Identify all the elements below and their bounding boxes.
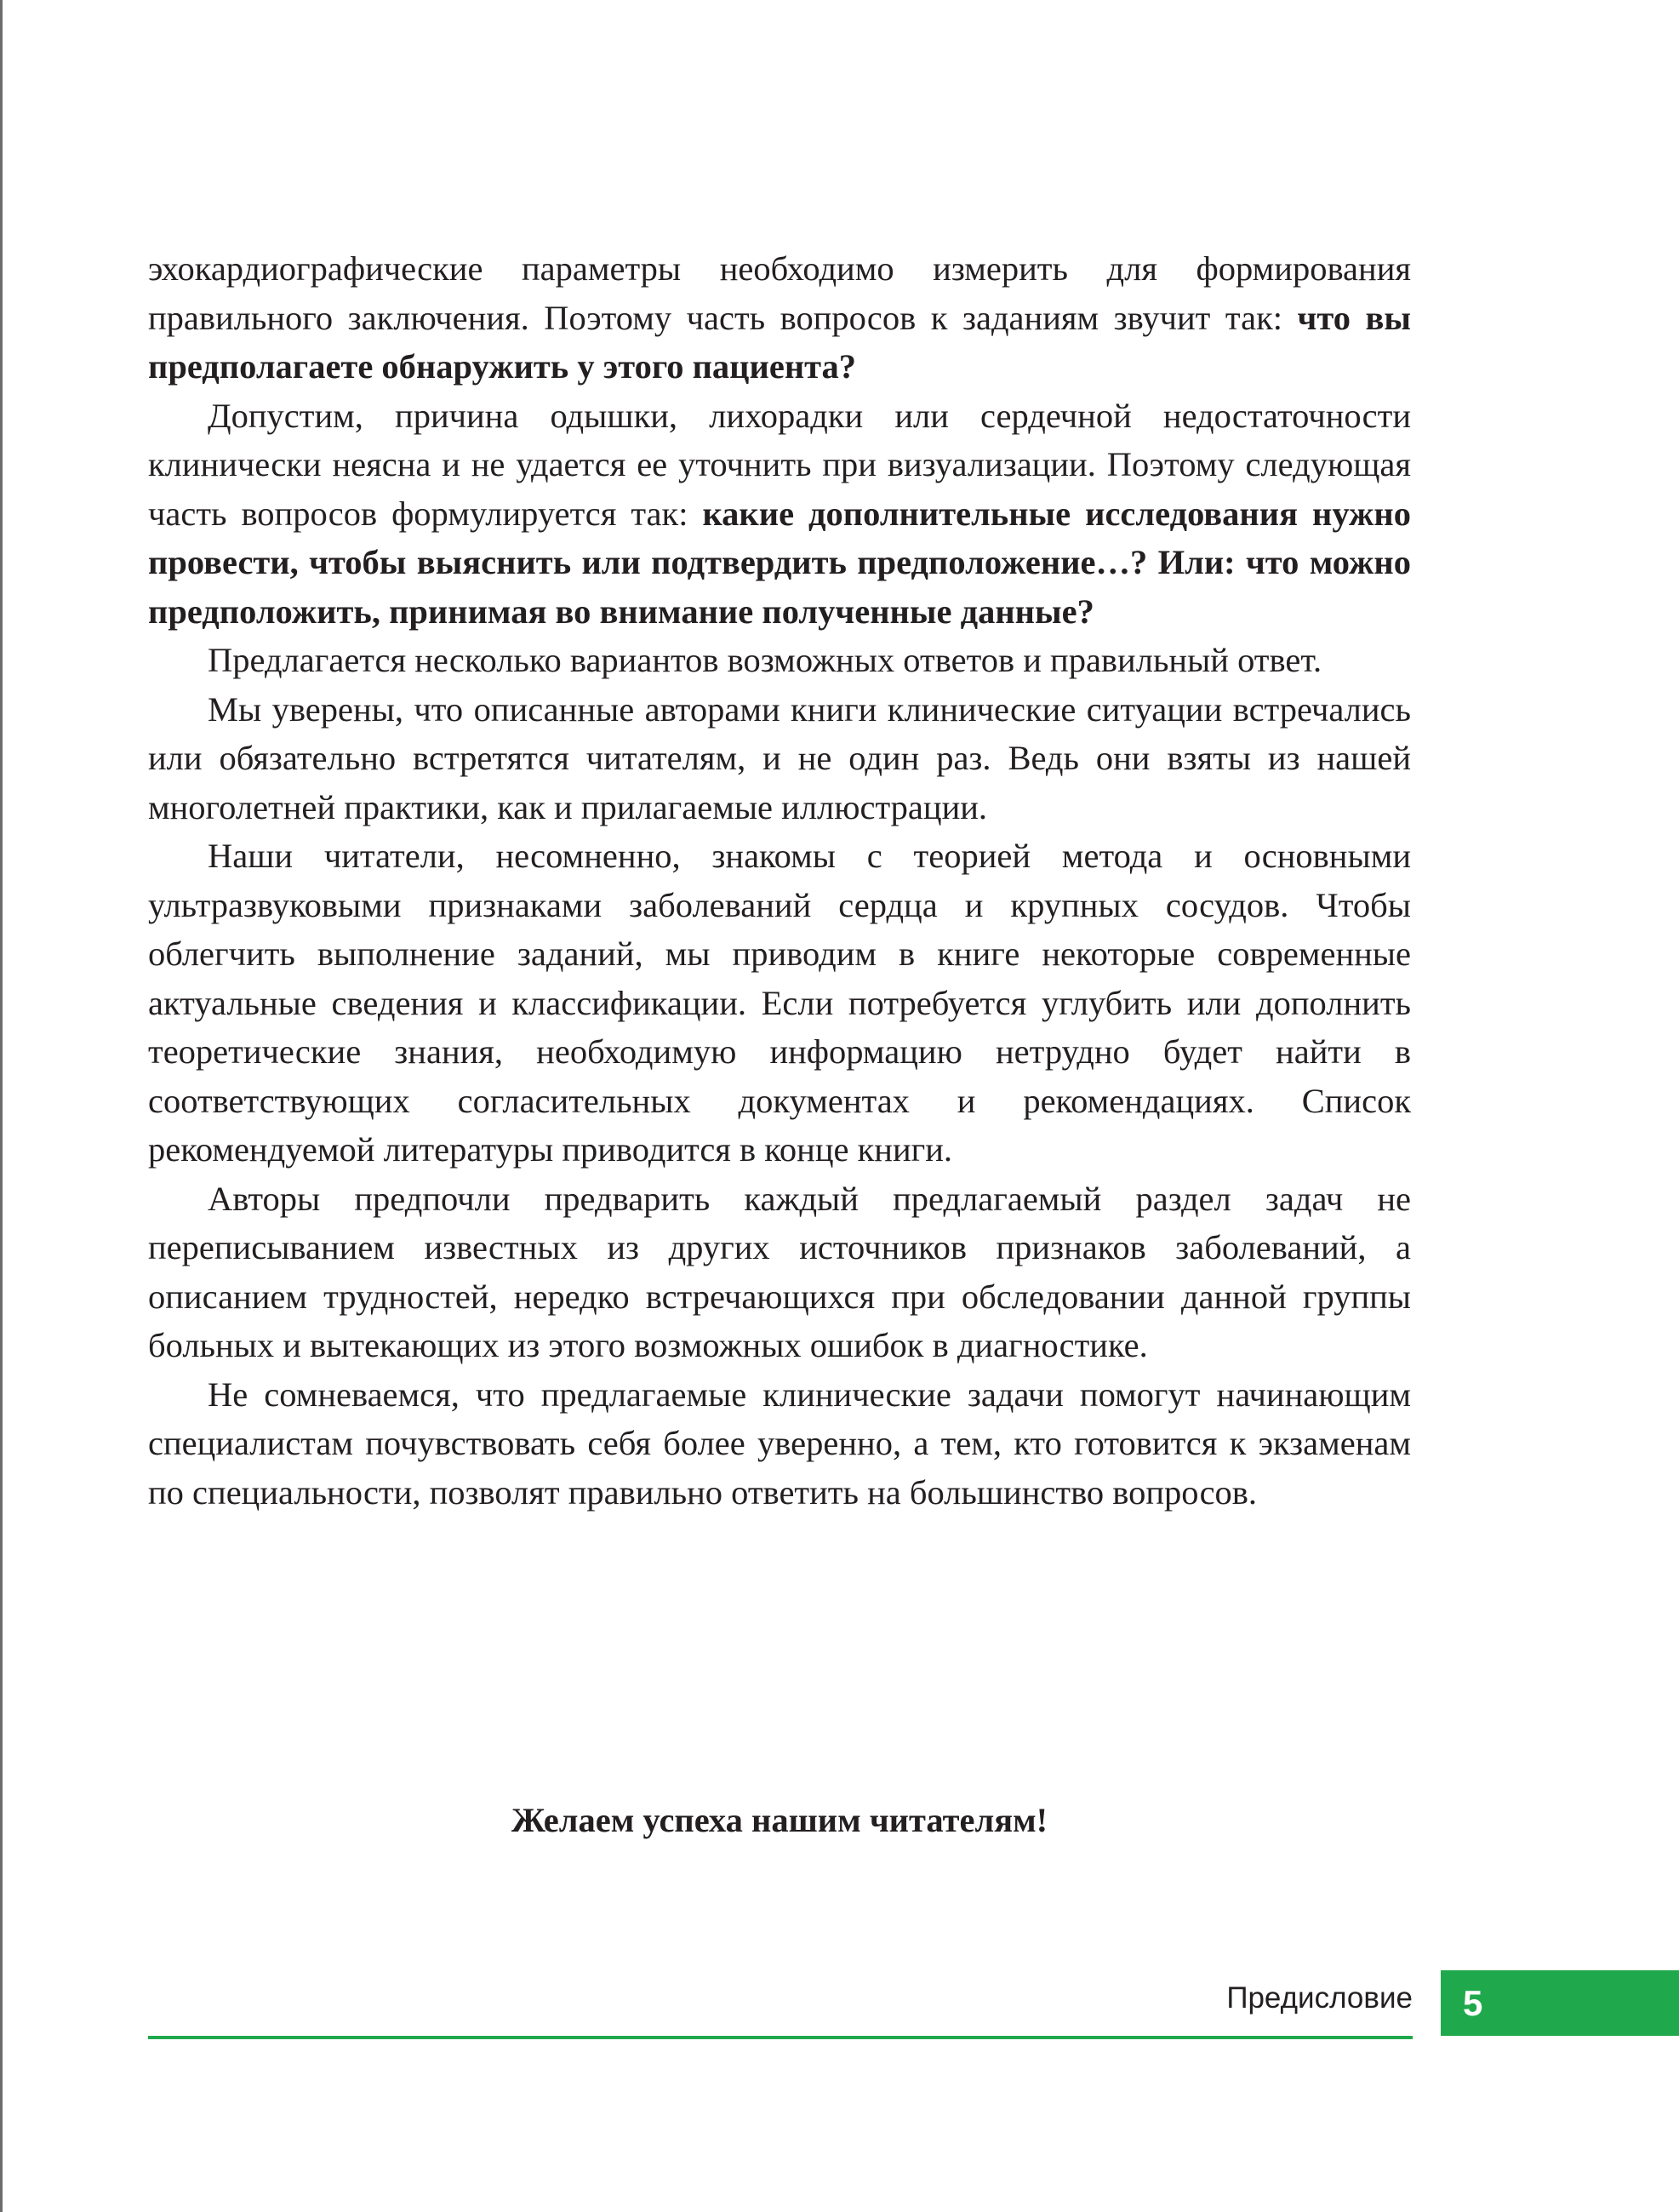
bold-text-segment: что вы предполагаете обнаружить у этого пациента? xyxy=(148,298,1411,386)
bold-text-segment: какие дополнительные исследования нужно провести, чтобы выяснить или подтвердить предположение…? Или: что можно предположить, принимая во внимание полученные данные? xyxy=(148,494,1411,631)
paragraph xyxy=(148,685,1411,832)
body-text xyxy=(148,244,1411,1517)
paragraph xyxy=(148,1175,1411,1370)
footer-section-title: Предисловие xyxy=(1226,1981,1413,2015)
paragraph xyxy=(148,832,1411,1175)
text-segment: Авторы предпочли предварить каждый предлагаемый раздел задач не переписыванием известных из других источников признаков заболеваний, а описанием трудностей, нередко встречающихся при обследовании данной группы больных и вытекающих из этого возможных ошибок в диагностике. xyxy=(148,1179,1411,1364)
paragraph xyxy=(148,1370,1411,1518)
paragraph xyxy=(148,244,1411,392)
text-segment: эхокардиографические параметры необходимо измерить для формирования правильного заключения. Поэтому часть вопросов к заданиям звучит так: xyxy=(148,249,1411,337)
closing-line: Желаем успеха нашим читателям! xyxy=(511,1801,1048,1839)
paragraph xyxy=(148,636,1411,685)
page-number-box xyxy=(1441,1970,1679,2036)
footer-rule xyxy=(148,2036,1413,2039)
text-segment: Мы уверены, что описанные авторами книги клинические ситуации встречались или обязательно встретятся читателям, и не один раз. Ведь они взяты из нашей многолетней практики, как и прилагаемые иллюстрации. xyxy=(148,689,1411,826)
page-number: 5 xyxy=(1463,1983,1483,2023)
page-edge-line xyxy=(0,0,3,2212)
text-segment: Наши читатели, несомненно, знакомы с теорией метода и основными ультразвуковыми признаками заболеваний сердца и крупных сосудов. Чтобы облегчить выполнение заданий, мы приводим в книге некоторые современные актуальные сведения и классификации. Если потребуется углубить или дополнить теоретические знания, необходимую информацию нетрудно будет найти в соответствующих согласительных документах и рекомендациях. Список рекомендуемой литературы приводится в конце книги. xyxy=(148,837,1411,1169)
text-segment: Допустим, причина одышки, лихорадки или сердечной недостаточности клинически неясна и не удается ее уточнить при визуализации. Поэтому следующая часть вопросов формулируется так: xyxy=(148,396,1411,533)
paragraph xyxy=(148,392,1411,637)
text-segment: Предлагается несколько вариантов возможных ответов и правильный ответ. xyxy=(208,641,1322,679)
text-segment: Не сомневаемся, что предлагаемые клинические задачи помогут начинающим специалистам почувствовать себя более уверенно, а тем, кто готовится к экзаменам по специальности, позволят правильно ответить на большинство вопросов. xyxy=(148,1375,1411,1512)
